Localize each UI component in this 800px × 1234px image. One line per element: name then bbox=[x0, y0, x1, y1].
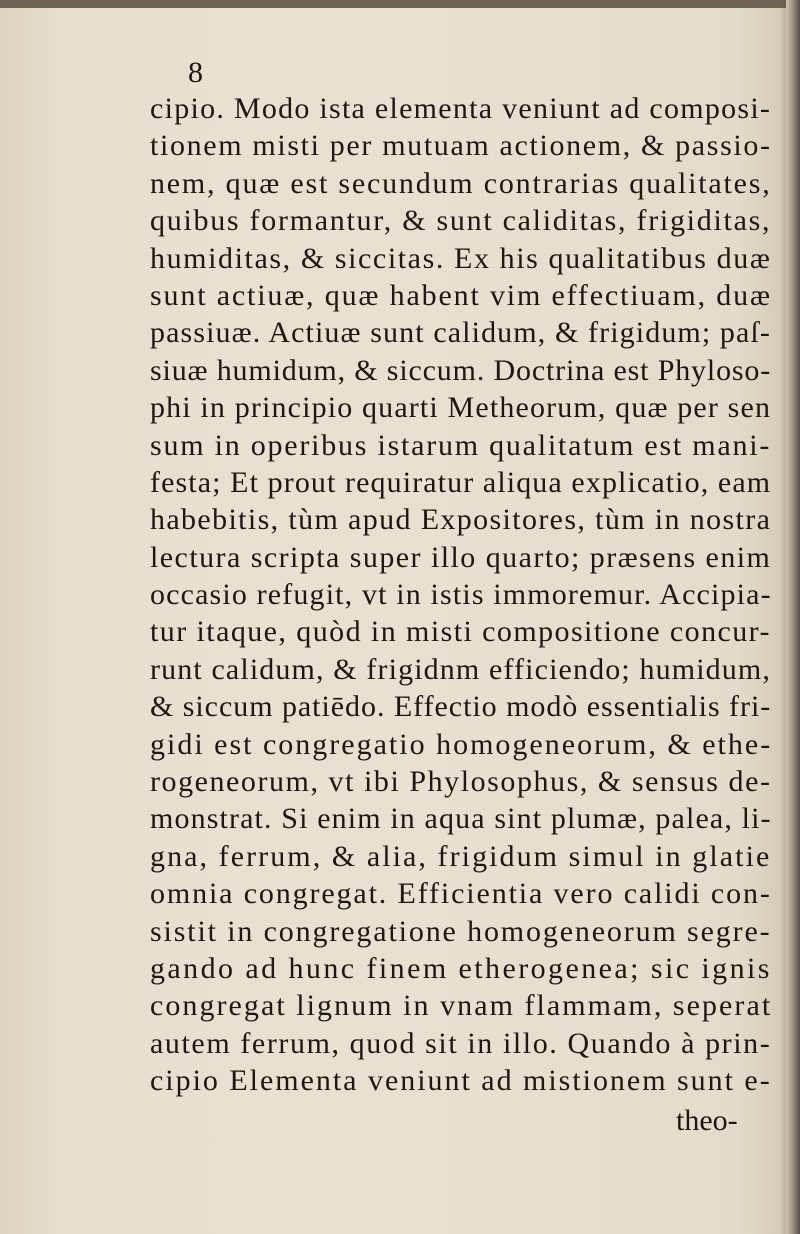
text-line: phi in principio quarti Metheorum, quæ per sen bbox=[150, 391, 772, 425]
text-line: sistit in congregatione homogeneorum segre- bbox=[150, 914, 772, 948]
text-line: monstrat. Si enim in aqua sint plumæ, palea, li- bbox=[150, 802, 772, 836]
text-line: rogeneorum, vt ibi Phylosophus, & sensus de- bbox=[150, 765, 772, 799]
text-line: tionem misti per mutuam actionem, & passio- bbox=[150, 129, 772, 163]
text-line: cipio Elementa veniunt ad mistionem sunt e- bbox=[150, 1064, 772, 1098]
text-line: passiuæ. Actiuæ sunt calidum, & frigidum; paſ- bbox=[150, 316, 772, 350]
text-body bbox=[150, 90, 792, 1100]
text-line: quibus formantur, & sunt caliditas, frigiditas, bbox=[150, 204, 772, 238]
text-line: omnia congregat. Efficientia vero calidi con- bbox=[150, 877, 772, 911]
text-line: sunt actiuæ, quæ habent vim effectiuam, duæ bbox=[150, 278, 772, 312]
text-line: gando ad hunc finem etherogenea; sic ignis bbox=[150, 951, 772, 985]
text-line: lectura scripta super illo quarto; præsens enim bbox=[150, 540, 772, 574]
text-line: siuæ humidum, & siccum. Doctrina est Phyloso- bbox=[150, 353, 772, 387]
text-line: festa; Et prout requiratur aliqua explicatio, eam bbox=[150, 465, 772, 499]
catchword: theo- bbox=[676, 1104, 738, 1137]
text-line: sum in operibus istarum qualitatum est mani- bbox=[150, 428, 772, 462]
text-line: occasio refugit, vt in istis immoremur. Accipia- bbox=[150, 578, 772, 612]
text-line: gna, ferrum, & alia, frigidum simul in glatie bbox=[150, 839, 772, 873]
text-line: habebitis, tùm apud Expositores, tùm in nostra bbox=[150, 503, 772, 537]
text-line: congregat lignum in vnam flammam, seperat bbox=[150, 989, 773, 1023]
page-number: 8 bbox=[188, 56, 203, 89]
text-line: runt calidum, & frigidnm efficiendo; humidum, bbox=[150, 652, 772, 686]
text-line: tur itaque, quòd in misti compositione concur- bbox=[150, 615, 771, 649]
text-line: cipio. Modo ista elementa veniunt ad composi- bbox=[150, 92, 772, 125]
text-line: gidi est congregatio homogeneorum, & ethe- bbox=[150, 727, 773, 761]
text-line: autem ferrum, quod sit in illo. Quando à prin- bbox=[150, 1026, 772, 1060]
text-line: & siccum patiēdo. Effectio modò essentialis fri- bbox=[150, 690, 772, 724]
page-top-edge bbox=[0, 0, 800, 8]
text-line: humiditas, & siccitas. Ex his qualitatibus duæ bbox=[150, 241, 772, 275]
text-line: nem, quæ est secundum contrarias qualitates, bbox=[150, 166, 772, 200]
